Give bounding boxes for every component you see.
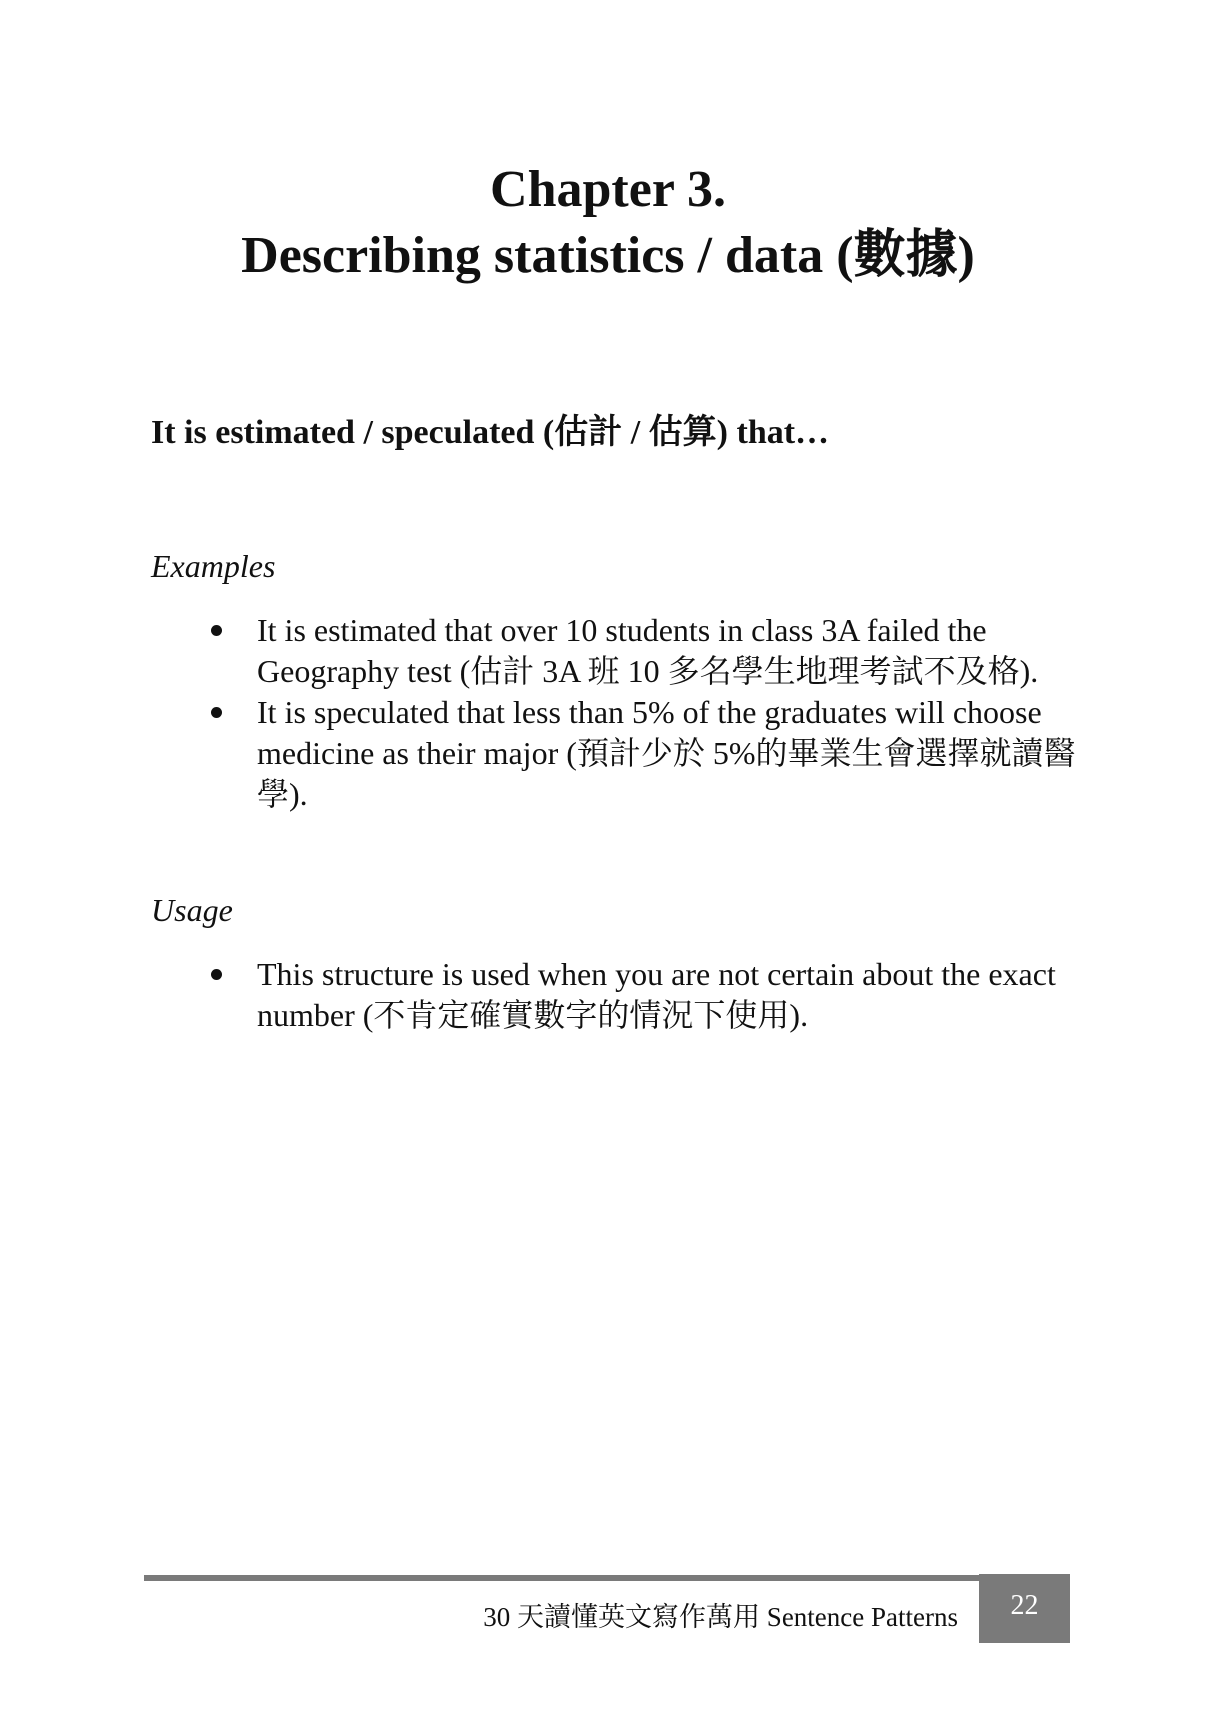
page-number-badge — [979, 1574, 1070, 1643]
bullet-icon — [211, 707, 222, 718]
usage-list — [257, 954, 1087, 1036]
footer-divider — [144, 1575, 979, 1581]
example-text: It is estimated that over 10 students in class 3A failed the Geography test (估計 3A 班 10 多名學生地理考試不及格). — [257, 612, 1039, 689]
chapter-subtitle: Describing statistics / data (數據) — [241, 227, 975, 284]
usage-text: This structure is used when you are not certain about the exact number (不肯定確實數字的情況下使用). — [257, 956, 1056, 1033]
footer-book-title: 30 天讀懂英文寫作萬用 Sentence Patterns — [483, 1602, 958, 1632]
list-item — [257, 954, 1087, 1036]
chapter-title — [0, 157, 1216, 289]
example-text: It is speculated that less than 5% of the graduates will choose medicine as their major (預計少於 5%的畢業生會選擇就讀醫學). — [257, 694, 1076, 812]
list-item — [257, 692, 1087, 815]
list-item — [257, 610, 1087, 692]
examples-list — [257, 610, 1087, 815]
sentence-pattern-heading: It is estimated / speculated (估計 / 估算) that… — [151, 414, 830, 451]
usage-label: Usage — [151, 892, 233, 928]
page-number: 22 — [1010, 1589, 1039, 1621]
bullet-icon — [211, 969, 222, 980]
chapter-number: Chapter 3. — [490, 161, 726, 218]
examples-label: Examples — [151, 548, 276, 584]
bullet-icon — [211, 625, 222, 636]
